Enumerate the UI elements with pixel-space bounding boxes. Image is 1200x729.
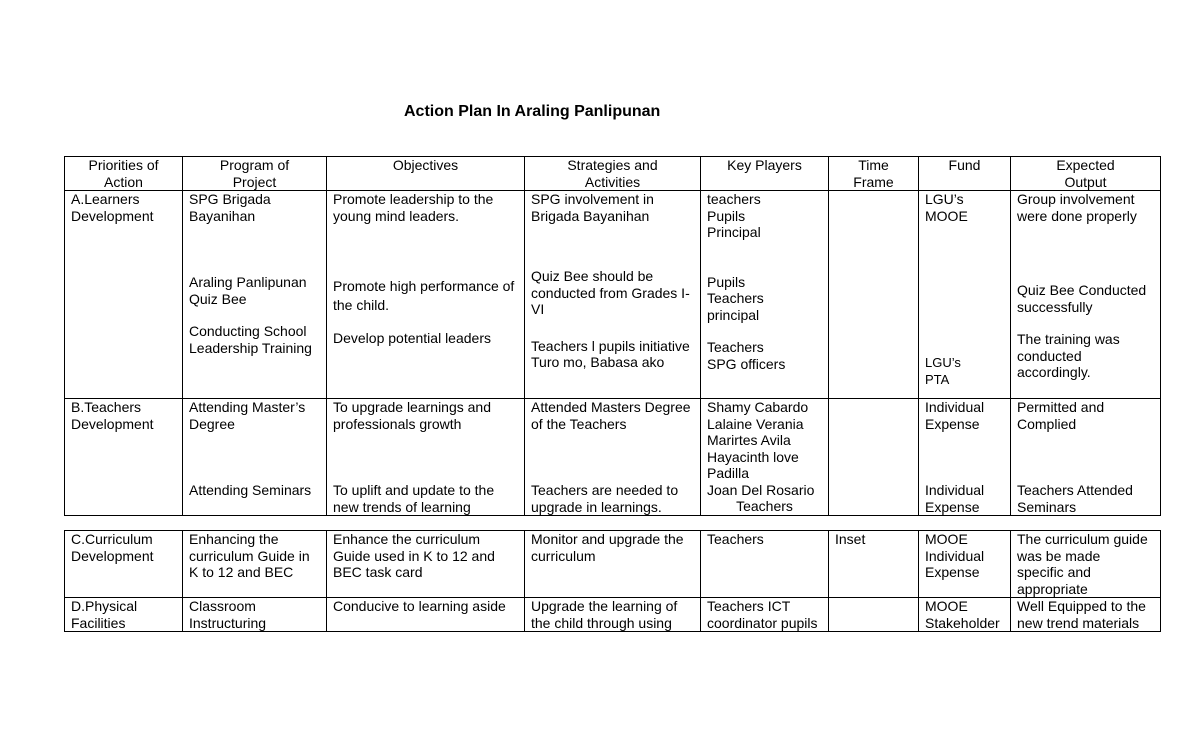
players-text: Teachers SPG officers (707, 339, 786, 372)
strategies-cell: Upgrade the learning of the child through using (525, 598, 701, 632)
strategies-cell (525, 399, 701, 516)
output-text: Permitted and Complied (1017, 399, 1105, 432)
fund-cell (919, 399, 1011, 516)
strategies-cell (525, 191, 701, 399)
table-row-teachers (65, 399, 1161, 516)
strategy-text: Teachers are needed to upgrade in learnings. (531, 482, 679, 515)
strategies-cell: Monitor and upgrade the curriculum (525, 531, 701, 598)
time-frame-cell (829, 399, 919, 516)
header-objectives: Objectives (327, 157, 525, 191)
header-program: Program of Project (183, 157, 327, 191)
strategy-text: Teachers l pupils initiative Turo mo, Babasa ako (531, 337, 690, 370)
priority-cell: C.Curriculum Development (65, 531, 183, 598)
program-text: Conducting School Leadership Training (189, 323, 312, 356)
fund-text: LGU’s MOOE (925, 191, 968, 224)
fund-cell: MOOE Stakeholder (919, 598, 1011, 632)
strategy-text: Quiz Bee should be conducted from Grades I- VI (531, 268, 690, 317)
program-text: Attending Seminars (189, 482, 312, 498)
program-cell (183, 191, 327, 399)
strategy-text: SPG involvement in Brigada Bayanihan (531, 191, 654, 224)
expected-output-cell (1011, 191, 1161, 399)
objective-text: To upgrade learnings and professionals growth (333, 399, 492, 432)
action-plan-table-continued (64, 530, 1161, 632)
key-players-cell: Teachers (701, 531, 829, 598)
objectives-cell (327, 399, 525, 516)
expected-output-cell: Well Equipped to the new trend materials (1011, 598, 1161, 632)
objectives-cell: Enhance the curriculum Guide used in K to 12 and BEC task card (327, 531, 525, 598)
priority-cell: D.Physical Facilities (65, 598, 183, 632)
header-time-frame: Time Frame (829, 157, 919, 191)
header-strategies: Strategies and Activities (525, 157, 701, 191)
header-expected-output: Expected Output (1011, 157, 1161, 191)
program-cell (183, 399, 327, 516)
players-text: Shamy Cabardo Lalaine Verania Marirtes Avila Hayacinth love Padilla Joan Del Rosario (707, 399, 815, 498)
fund-text: LGU’s PTA (925, 355, 961, 387)
fund-text: Individual Expense (925, 482, 985, 515)
output-text: Group involvement were done properly (1017, 191, 1137, 224)
priority-cell: B.Teachers Development (65, 399, 183, 516)
time-frame-cell (829, 598, 919, 632)
strategy-text: Attended Masters Degree of the Teachers (531, 399, 691, 432)
program-text: Araling Panlipunan Quiz Bee (189, 274, 307, 307)
program-text: SPG Brigada Bayanihan (189, 191, 271, 224)
objectives-cell: Conducive to learning aside (327, 598, 525, 632)
table-header-row (65, 157, 1161, 191)
key-players-cell (701, 191, 829, 399)
fund-cell: MOOE Individual Expense (919, 531, 1011, 598)
objective-text: To uplift and update to the new trends of learning (333, 482, 495, 515)
key-players-cell: Teachers ICT coordinator pupils (701, 598, 829, 632)
header-key-players: Key Players (701, 157, 829, 191)
table-row-physical (65, 598, 1161, 632)
players-text: Teachers (736, 498, 793, 514)
action-plan-table (64, 156, 1161, 516)
program-cell: Enhancing the curriculum Guide in K to 12 and BEC (183, 531, 327, 598)
priority-cell: A.Learners Development (65, 191, 183, 399)
fund-text: Individual Expense (925, 399, 985, 432)
output-text: Quiz Bee Conducted successfully (1017, 282, 1147, 315)
objectives-cell (327, 191, 525, 399)
program-text: Attending Master’s Degree (189, 399, 306, 432)
header-priorities: Priorities of Action (65, 157, 183, 191)
page-title: Action Plan In Araling Panlipunan (404, 103, 661, 120)
header-fund: Fund (919, 157, 1011, 191)
time-frame-cell (829, 191, 919, 399)
objective-text: Promote leadership to the young mind leaders. (333, 191, 494, 224)
players-text: Pupils Teachers principal (707, 273, 764, 323)
expected-output-cell: The curriculum guide was be made specific and appropriate (1011, 531, 1161, 598)
fund-cell (919, 191, 1011, 399)
objective-text: Develop potential leaders (333, 330, 491, 346)
table-row-learners (65, 191, 1161, 399)
time-frame-cell: Inset (829, 531, 919, 598)
program-cell: Classroom Instructuring (183, 598, 327, 632)
expected-output-cell (1011, 399, 1161, 516)
players-text: teachers Pupils Principal (707, 191, 761, 240)
key-players-cell (701, 399, 829, 516)
output-text: The training was conducted accordingly. (1017, 331, 1120, 380)
output-text: Teachers Attended Seminars (1017, 482, 1133, 515)
objective-text: Promote high performance of the child. (333, 278, 515, 313)
table-row-curriculum (65, 531, 1161, 598)
